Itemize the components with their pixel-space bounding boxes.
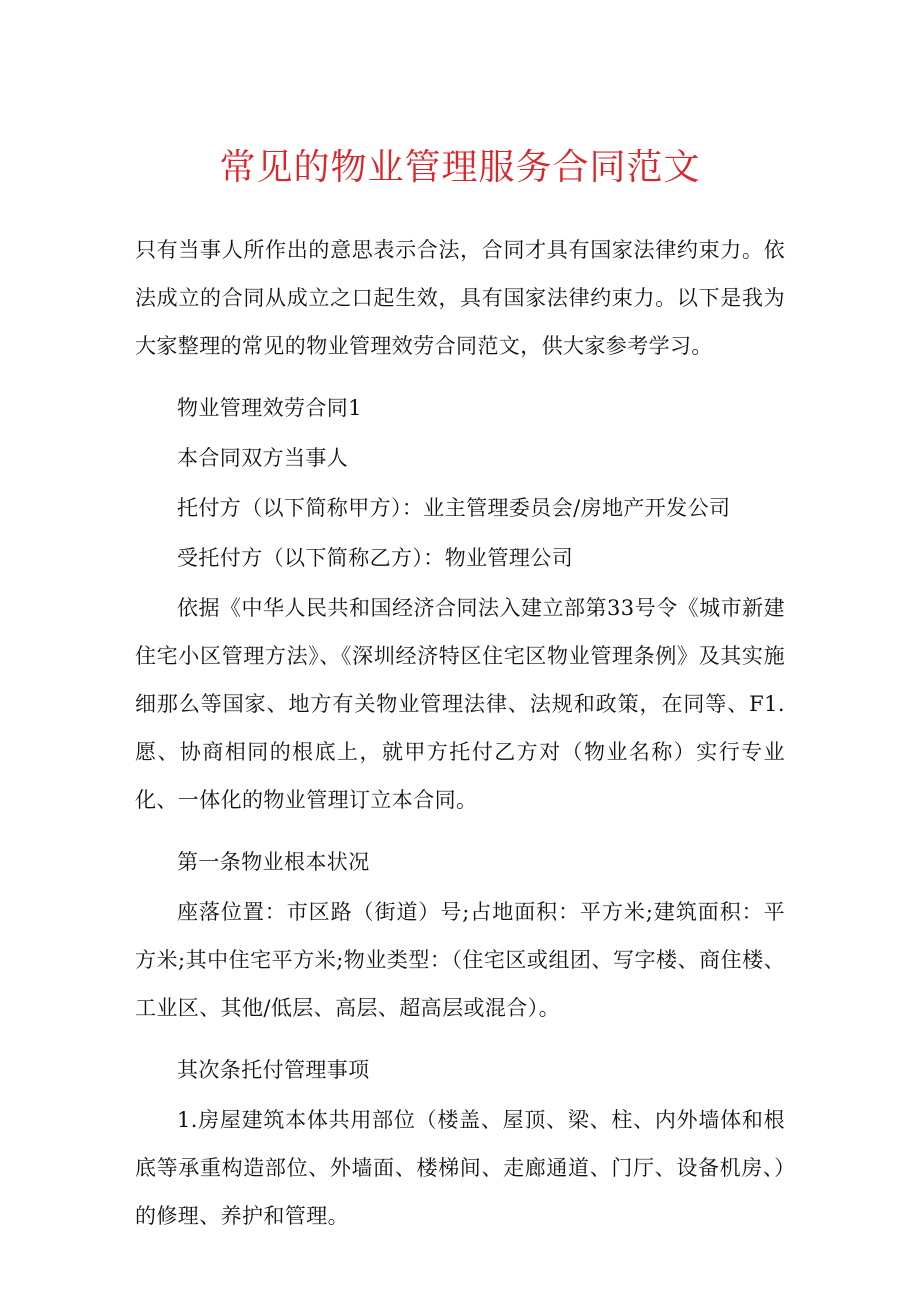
document-title: 常见的物业管理服务合同范文 [219, 147, 701, 188]
property-info-paragraph: 座落位置：市区路（街道）号;占地面积：平方米;建筑面积：平方米;其中住宅平方米;物业类型：（住宅区或组团、写字楼、商住楼、工业区、其他/低层、高层、超高层或混合）。 [135, 900, 785, 1020]
legal-basis-paragraph: 依据《中华人民共和国经济合同法入建立部第33号令《城市新建住宅小区管理方法》、《深圳经济特区住宅区物业管理条例》及其实施细那么等国家、地方有关物业管理法律、法规和政策，在同等、F1.愿、协商相同的根底上，就甲方托付乙方对（物业名称）实行专业化、一体化的物业管理订立本合同。 [135, 596, 785, 812]
intro-paragraph: 只有当事人所作出的意思表示合法，合同才具有国家法律约束力。依法成立的合同从成立之口起生效，具有国家法律约束力。以下是我为大家整理的常见的物业管理效劳合同范文，供大家参考学习。 [135, 238, 785, 358]
document-body [135, 226, 785, 1254]
item-one-paragraph: 1.房屋建筑本体共用部位（楼盖、屋顶、梁、柱、内外墙体和根底等承重构造部位、外墙面、楼梯间、走廊通道、门厅、设备机房、）的修理、养护和管理。 [135, 1108, 785, 1228]
parties-heading: 本合同双方当事人 [177, 446, 349, 470]
party-b-line: 受托付方（以下简称乙方）：物业管理公司 [177, 546, 574, 570]
contract-heading: 物业管理效劳合同1 [177, 396, 362, 420]
article-one-heading: 第一条物业根本状况 [177, 850, 370, 874]
party-a-line: 托付方（以下简称甲方）：业主管理委员会/房地产开发公司 [177, 496, 731, 520]
article-two-heading: 其次条托付管理事项 [177, 1058, 370, 1082]
